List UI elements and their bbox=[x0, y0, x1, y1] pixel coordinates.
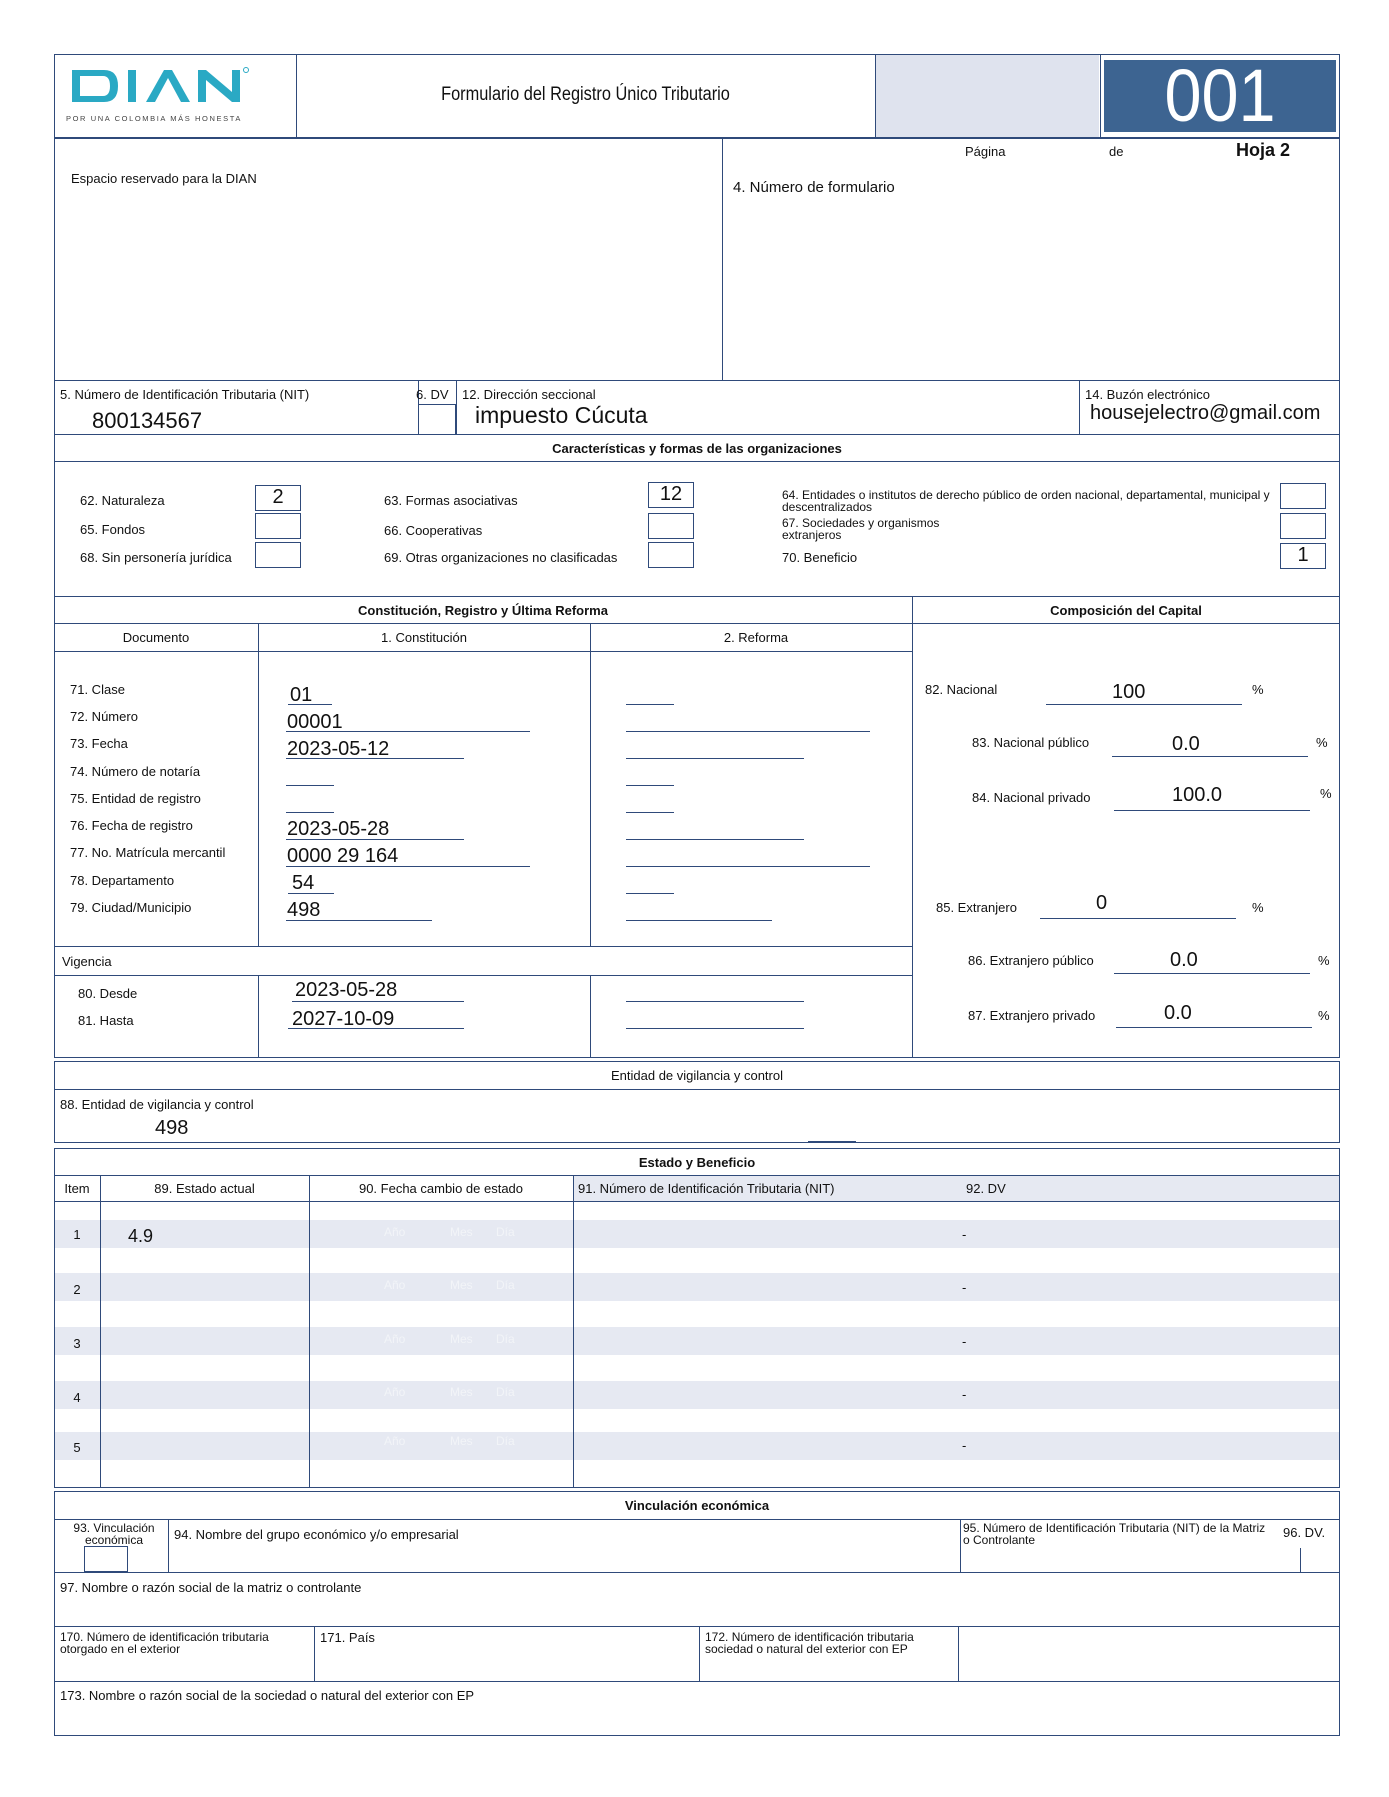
f88-label: 88. Entidad de vigilancia y control bbox=[60, 1097, 254, 1112]
f72-label: 72. Número bbox=[70, 709, 138, 724]
f79-label: 79. Ciudad/Municipio bbox=[70, 900, 192, 915]
f86-label: 86. Extranjero público bbox=[968, 953, 1094, 968]
logo-tagline: POR UNA COLOMBIA MÁS HONESTA bbox=[66, 114, 242, 123]
fecha-anio[interactable]: Año bbox=[384, 1385, 406, 1399]
fecha-dia[interactable]: Día bbox=[496, 1385, 515, 1399]
seccional-value[interactable]: impuesto Cúcuta bbox=[475, 402, 648, 428]
fecha-mes[interactable]: Mes bbox=[450, 1225, 473, 1239]
fecha-mes[interactable]: Mes bbox=[450, 1278, 473, 1292]
sheet-label: Hoja 2 bbox=[1236, 140, 1291, 160]
f63-label: 63. Formas asociativas bbox=[384, 493, 518, 508]
f76-value[interactable]: 2023-05-28 bbox=[287, 818, 390, 840]
f66-field[interactable] bbox=[648, 513, 694, 539]
f82-pct: % bbox=[1252, 682, 1264, 697]
estado-row-dv[interactable]: - bbox=[962, 1438, 967, 1453]
f78-value[interactable]: 54 bbox=[292, 872, 315, 894]
nit-value[interactable]: 800134567 bbox=[92, 408, 203, 433]
f173-label: 173. Nombre o razón social de la sociedad o natural del exterior con EP bbox=[60, 1688, 475, 1703]
fecha-mes[interactable]: Mes bbox=[450, 1332, 473, 1346]
f71-value[interactable]: 01 bbox=[290, 684, 313, 706]
f76-label: 76. Fecha de registro bbox=[70, 818, 193, 833]
estado-row-item: 4 bbox=[73, 1390, 81, 1405]
vigencia-label: Vigencia bbox=[62, 954, 112, 969]
col-reforma: 2. Reforma bbox=[723, 630, 789, 645]
f83-value[interactable]: 0.0 bbox=[1172, 733, 1200, 755]
f66-label: 66. Cooperativas bbox=[384, 523, 483, 538]
f83-label: 83. Nacional público bbox=[972, 735, 1090, 750]
de-label: de bbox=[1109, 144, 1124, 159]
f94-label: 94. Nombre del grupo económico y/o empresarial bbox=[174, 1527, 459, 1542]
estado-row-dv[interactable]: - bbox=[962, 1334, 967, 1349]
estado-row-dv[interactable]: - bbox=[962, 1280, 967, 1295]
f68-field[interactable] bbox=[255, 542, 301, 568]
fecha-anio[interactable]: Año bbox=[384, 1332, 406, 1346]
f70-field[interactable]: 1 bbox=[1280, 543, 1326, 569]
f69-label: 69. Otras organizaciones no clasificadas bbox=[384, 550, 618, 565]
f85-value[interactable]: 0 bbox=[1096, 892, 1108, 914]
f71-label: 71. Clase bbox=[70, 682, 125, 697]
desde-label: 80. Desde bbox=[78, 986, 138, 1001]
f82-value[interactable]: 100 bbox=[1112, 681, 1146, 703]
f96-label: 96. DV. bbox=[1283, 1525, 1326, 1540]
desde-value[interactable]: 2023-05-28 bbox=[295, 979, 398, 1001]
f74-label: 74. Número de notaría bbox=[70, 764, 201, 779]
col-documento: Documento bbox=[122, 630, 190, 645]
buzon-value[interactable]: housejelectro@gmail.com bbox=[1090, 402, 1321, 424]
f83-pct: % bbox=[1316, 735, 1328, 750]
f69-field[interactable] bbox=[648, 542, 694, 568]
f68-label: 68. Sin personería jurídica bbox=[80, 550, 232, 565]
f93-field[interactable] bbox=[84, 1546, 128, 1572]
hasta-value[interactable]: 2027-10-09 bbox=[292, 1008, 395, 1030]
f73-label: 73. Fecha bbox=[70, 736, 128, 751]
dian-logo bbox=[66, 62, 282, 128]
f73-value[interactable]: 2023-05-12 bbox=[287, 738, 390, 760]
vigilancia-title: Entidad de vigilancia y control bbox=[611, 1068, 783, 1083]
col-fecha: 90. Fecha cambio de estado bbox=[358, 1181, 524, 1196]
col-constitucion: 1. Constitución bbox=[381, 630, 467, 645]
f84-label: 84. Nacional privado bbox=[972, 790, 1091, 805]
f62-label: 62. Naturaleza bbox=[80, 493, 165, 508]
fecha-dia[interactable]: Día bbox=[496, 1225, 515, 1239]
f77-label: 77. No. Matrícula mercantil bbox=[70, 845, 226, 860]
f87-value[interactable]: 0.0 bbox=[1164, 1002, 1192, 1024]
fecha-anio[interactable]: Año bbox=[384, 1225, 406, 1239]
form-title: Formulario del Registro Único Tributario bbox=[441, 84, 730, 105]
f72-value[interactable]: 00001 bbox=[287, 711, 343, 733]
col-dv: 92. DV bbox=[966, 1181, 1006, 1196]
fecha-mes[interactable]: Mes bbox=[450, 1385, 473, 1399]
f170-label: 170. Número de identificación tributaria otorgado en el exterior bbox=[60, 1630, 269, 1656]
fecha-dia[interactable]: Día bbox=[496, 1434, 515, 1448]
form-code-badge bbox=[1104, 54, 1336, 137]
f84-value[interactable]: 100.0 bbox=[1172, 784, 1223, 806]
f67-label: 67. Sociedades y organismos extranjeros bbox=[782, 516, 940, 542]
estado-row-item: 1 bbox=[73, 1227, 81, 1242]
dian-logo-mark bbox=[66, 62, 282, 110]
hasta-label: 81. Hasta bbox=[78, 1013, 134, 1028]
reserved-label: Espacio reservado para la DIAN bbox=[71, 171, 257, 186]
f67-field[interactable] bbox=[1280, 513, 1326, 539]
f63-field[interactable]: 12 bbox=[648, 482, 694, 508]
vinculacion-title: Vinculación económica bbox=[624, 1498, 770, 1513]
buzon-label: 14. Buzón electrónico bbox=[1085, 387, 1211, 402]
fecha-dia[interactable]: Día bbox=[496, 1278, 515, 1292]
f97-label: 97. Nombre o razón social de la matriz o controlante bbox=[60, 1580, 362, 1595]
f85-pct: % bbox=[1252, 900, 1264, 915]
f77-value[interactable]: 0000 29 164 bbox=[287, 845, 399, 867]
estado-row-item: 3 bbox=[73, 1336, 81, 1351]
f78-label: 78. Departamento bbox=[70, 873, 175, 888]
form-number-field[interactable] bbox=[730, 205, 1330, 365]
dv-field[interactable] bbox=[418, 404, 456, 435]
f64-field[interactable] bbox=[1280, 483, 1326, 509]
estado-row-estado[interactable]: 4.9 bbox=[128, 1226, 154, 1246]
capital-title: Composición del Capital bbox=[1050, 603, 1202, 618]
estado-title: Estado y Beneficio bbox=[638, 1155, 756, 1170]
form-code: 001 bbox=[1164, 54, 1276, 137]
dv-label: 6. DV bbox=[416, 387, 449, 402]
constitucion-capital-section bbox=[54, 596, 1340, 1058]
fecha-anio[interactable]: Año bbox=[384, 1278, 406, 1292]
estado-row-item: 5 bbox=[73, 1440, 81, 1455]
estado-row-item: 2 bbox=[73, 1282, 81, 1297]
f172-label: 172. Número de identificación tributaria sociedad o natural del exterior con EP bbox=[705, 1630, 914, 1656]
estado-row-dv[interactable]: - bbox=[962, 1387, 967, 1402]
organizaciones-section bbox=[54, 434, 1340, 597]
fecha-mes[interactable]: Mes bbox=[450, 1434, 473, 1448]
f86-value[interactable]: 0.0 bbox=[1170, 949, 1198, 971]
f82-label: 82. Nacional bbox=[925, 682, 998, 697]
fecha-anio[interactable]: Año bbox=[384, 1434, 406, 1448]
f85-label: 85. Extranjero bbox=[936, 900, 1017, 915]
f87-label: 87. Extranjero privado bbox=[968, 1008, 1096, 1023]
estado-row-dv[interactable]: - bbox=[962, 1227, 967, 1242]
f79-value[interactable]: 498 bbox=[287, 899, 321, 921]
f96-field[interactable] bbox=[1300, 1548, 1301, 1572]
form-number-label: 4. Número de formulario bbox=[733, 179, 895, 196]
col-nit: 91. Número de Identificación Tributaria (NIT) bbox=[578, 1181, 835, 1196]
f86-pct: % bbox=[1318, 953, 1330, 968]
f75-label: 75. Entidad de registro bbox=[70, 791, 201, 806]
nit-label: 5. Número de Identificación Tributaria (NIT) bbox=[60, 387, 310, 402]
col-item: Item bbox=[64, 1181, 90, 1196]
f65-field[interactable] bbox=[255, 513, 301, 539]
f171-label: 171. País bbox=[320, 1630, 375, 1645]
pagina-label: Página bbox=[965, 144, 1006, 159]
fecha-dia[interactable]: Día bbox=[496, 1332, 515, 1346]
f62-field[interactable]: 2 bbox=[255, 485, 301, 511]
col-estado: 89. Estado actual bbox=[154, 1181, 255, 1196]
f84-pct: % bbox=[1320, 786, 1332, 801]
f65-label: 65. Fondos bbox=[80, 522, 146, 537]
seccional-label: 12. Dirección seccional bbox=[462, 387, 596, 402]
header-gray-cell bbox=[876, 55, 1099, 137]
organizaciones-title: Características y formas de las organizaciones bbox=[552, 441, 842, 456]
f70-label: 70. Beneficio bbox=[782, 550, 858, 565]
f64-label: 64. Entidades o institutos de derecho público de orden nacional, departamental, municipal y descentralizados bbox=[782, 488, 1270, 514]
f93-label: 93. Vinculación económica bbox=[73, 1521, 155, 1547]
f88-value[interactable]: 498 bbox=[155, 1117, 189, 1139]
f95-label: 95. Número de Identificación Tributaria (NIT) de la Matriz o Controlante bbox=[963, 1521, 1266, 1547]
f87-pct: % bbox=[1318, 1008, 1330, 1023]
constitucion-title: Constitución, Registro y Última Reforma bbox=[358, 603, 608, 618]
